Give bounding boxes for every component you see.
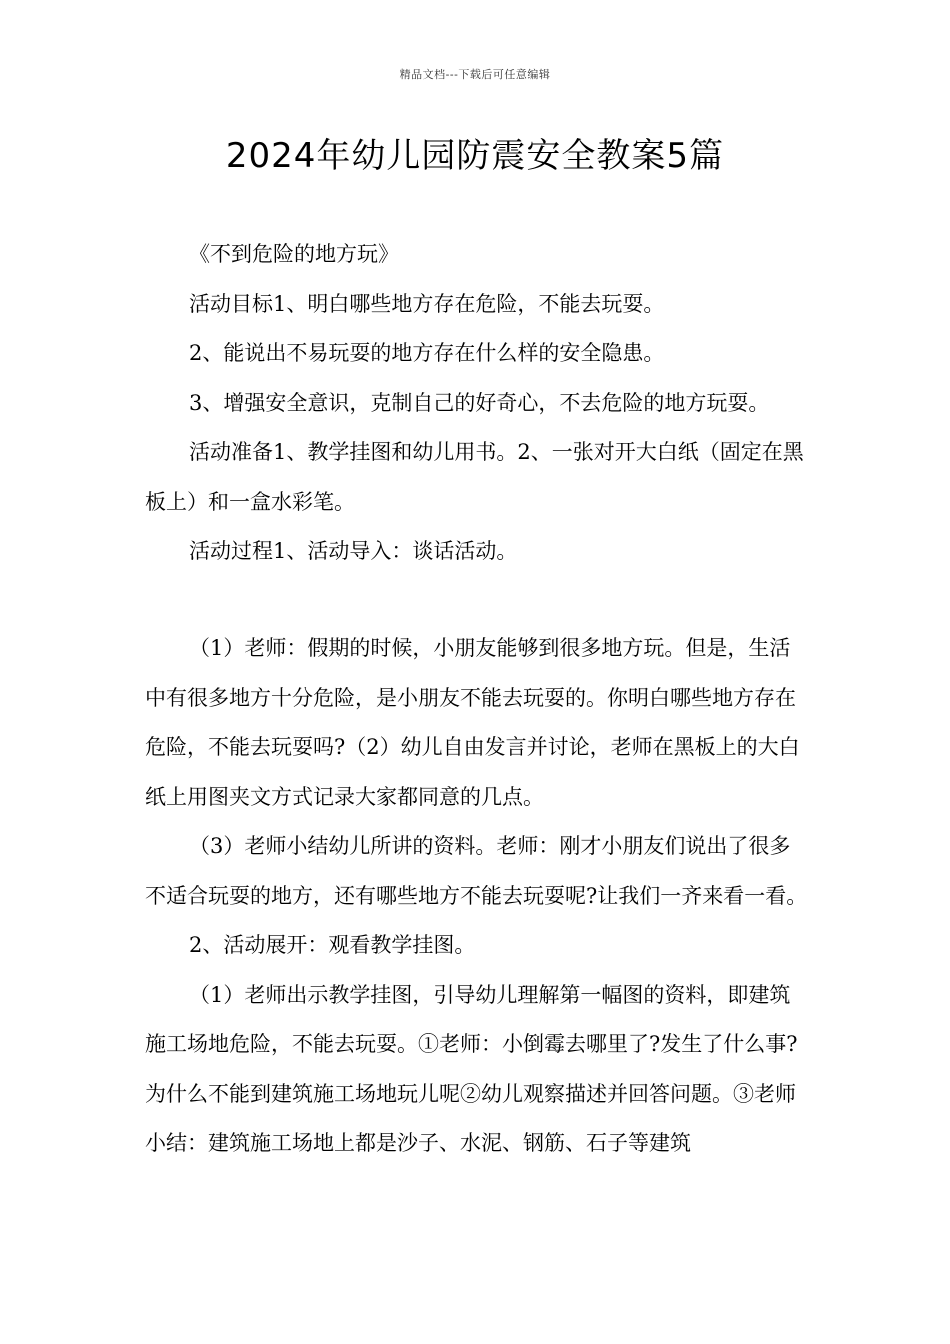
- body-section-1: [145, 230, 810, 577]
- paragraph: 活动目标1、明白哪些地方存在危险，不能去玩耍。: [189, 291, 665, 316]
- paragraph: 活动过程1、活动导入：谈话活动。: [189, 539, 518, 563]
- paragraph: 2、能说出不易玩耍的地方存在什么样的安全隐患。: [189, 341, 665, 365]
- body-section-2: [145, 624, 810, 1169]
- paragraph: （1）老师：假期的时候，小朋友能够到很多地方玩。但是，生活中有很多地方十分危险，是小朋友不能去玩耍的。你明白哪些地方存在危险，不能去玩耍吗?（2）幼儿自由发言并讨论，老师在黑板上的大白纸上用图夹文方式记录大家都同意的几点。: [145, 636, 800, 809]
- paragraph: 活动准备1、教学挂图和幼儿用书。2、一张对开大白纸（固定在黑板上）和一盒水彩笔。: [145, 440, 804, 514]
- header-note: 精品文档---下载后可任意编辑: [399, 68, 551, 81]
- paragraph: （3）老师小结幼儿所讲的资料。老师：刚才小朋友们说出了很多不适合玩耍的地方，还有哪些地方不能去玩耍呢?让我们一齐来看一看。: [145, 834, 808, 908]
- paragraph: 3、增强安全意识，克制自己的好奇心，不去危险的地方玩耍。: [189, 390, 770, 415]
- paragraph: （1）老师出示教学挂图，引导幼儿理解第一幅图的资料，即建筑施工场地危险，不能去玩耍。①老师：小倒霉去哪里了?发生了什么事?为什么不能到建筑施工场地玩儿呢②幼儿观察描述并回答问题。③老师小结：建筑施工场地上都是沙子、水泥、钢筋、石子等建筑: [145, 982, 798, 1155]
- document-title: 2024年幼儿园防震安全教案5篇: [225, 136, 725, 176]
- lesson-title: 《不到危险的地方玩》: [189, 242, 399, 266]
- paragraph: 2、活动展开：观看教学挂图。: [189, 933, 476, 957]
